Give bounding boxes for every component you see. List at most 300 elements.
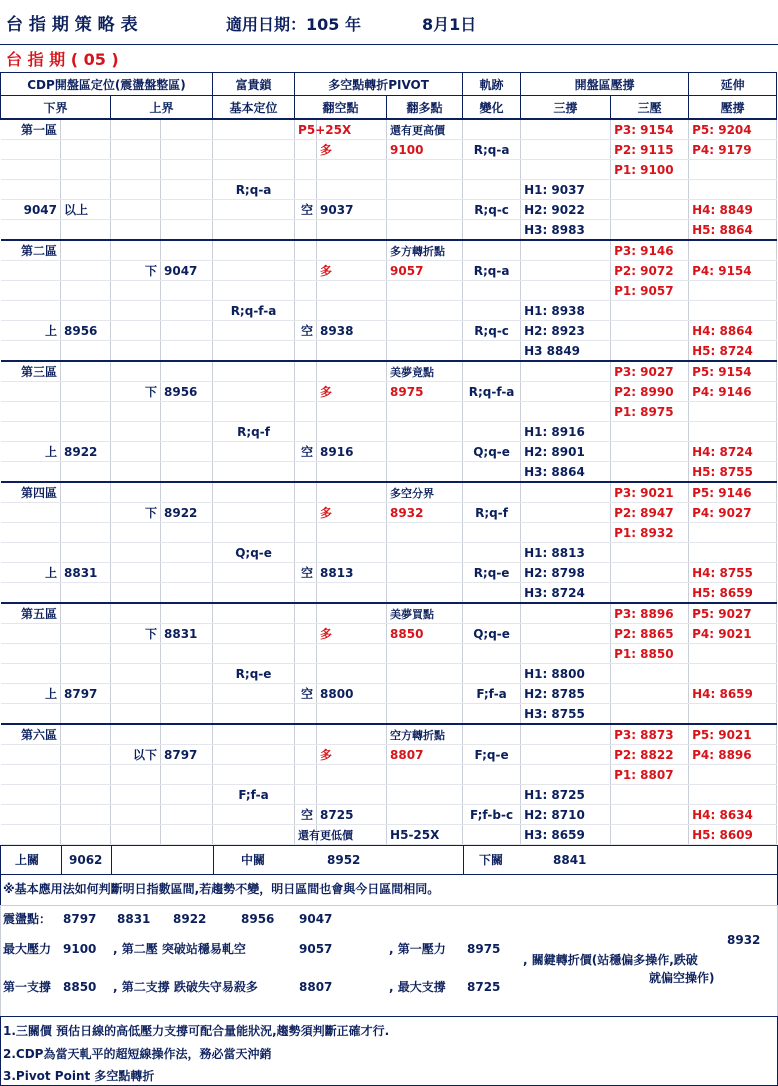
table-cell: 以上 xyxy=(61,200,111,220)
table-cell xyxy=(61,341,111,362)
table-cell: 空 xyxy=(295,684,317,704)
table-cell xyxy=(213,624,295,644)
table-cell xyxy=(213,442,295,462)
table-row xyxy=(1,321,777,341)
table-cell xyxy=(213,119,295,140)
table-cell: 多方轉折點 xyxy=(387,240,463,261)
table-cell: H5: 8724 xyxy=(689,341,777,362)
table-cell xyxy=(111,805,161,825)
table-cell xyxy=(61,765,111,785)
table-cell: H5: 8864 xyxy=(689,220,777,241)
table-cell xyxy=(161,644,213,664)
table-cell xyxy=(295,382,317,402)
table-cell xyxy=(463,785,521,805)
table-row xyxy=(1,664,777,684)
table-cell xyxy=(1,704,61,725)
table-cell: 多 xyxy=(317,624,387,644)
table-cell xyxy=(611,583,689,604)
table-cell xyxy=(1,624,61,644)
table-cell xyxy=(161,482,213,503)
table-cell xyxy=(161,684,213,704)
table-cell: P5+25X xyxy=(295,119,317,140)
gate-divider xyxy=(463,846,464,874)
table-cell xyxy=(611,704,689,725)
table-cell: 空 xyxy=(295,805,317,825)
table-cell xyxy=(295,240,317,261)
table-row xyxy=(1,402,777,422)
table-cell xyxy=(521,361,611,382)
table-cell: 多 xyxy=(317,382,387,402)
table-cell xyxy=(1,745,61,765)
table-cell: 空 xyxy=(295,321,317,341)
table-cell xyxy=(1,220,61,241)
table-cell xyxy=(1,644,61,664)
table-cell xyxy=(689,785,777,805)
table-cell xyxy=(111,664,161,684)
table-cell xyxy=(317,603,387,624)
table-cell xyxy=(295,745,317,765)
middle-gate-value: 8952 xyxy=(327,853,361,867)
table-cell xyxy=(161,805,213,825)
table-cell xyxy=(611,543,689,563)
table-cell xyxy=(611,563,689,583)
table-cell xyxy=(161,200,213,220)
first-support-value: 8850 xyxy=(63,980,97,994)
header-pressure3: 三壓 xyxy=(611,96,689,120)
header-lower: 下界 xyxy=(1,96,111,120)
table-cell: Q;q-e xyxy=(463,442,521,462)
table-cell xyxy=(611,805,689,825)
table-cell xyxy=(111,765,161,785)
table-cell xyxy=(161,825,213,845)
table-cell xyxy=(611,220,689,241)
table-cell xyxy=(61,603,111,624)
table-row xyxy=(1,563,777,583)
table-cell: R;q-a xyxy=(463,261,521,281)
table-cell: P1: 8975 xyxy=(611,402,689,422)
table-cell xyxy=(387,805,463,825)
table-cell xyxy=(213,462,295,483)
table-cell xyxy=(111,482,161,503)
table-cell xyxy=(111,422,161,442)
table-row xyxy=(1,825,777,845)
table-row xyxy=(1,745,777,765)
table-cell xyxy=(611,785,689,805)
table-cell: P2: 8990 xyxy=(611,382,689,402)
page-title: 台 指 期 策 略 表 xyxy=(6,15,138,35)
table-cell xyxy=(463,664,521,684)
table-cell xyxy=(689,523,777,543)
table-cell xyxy=(295,785,317,805)
max-pressure-value: 9100 xyxy=(63,942,97,956)
strategy-table xyxy=(0,72,777,845)
table-cell xyxy=(111,603,161,624)
table-cell xyxy=(213,140,295,160)
table-cell: 以下 xyxy=(111,745,161,765)
table-cell: P1: 9057 xyxy=(611,281,689,301)
table-cell xyxy=(611,321,689,341)
table-row xyxy=(1,684,777,704)
table-cell xyxy=(611,200,689,220)
table-cell xyxy=(611,664,689,684)
table-cell xyxy=(61,240,111,261)
table-cell xyxy=(213,684,295,704)
table-cell xyxy=(521,503,611,523)
table-cell xyxy=(521,745,611,765)
table-cell xyxy=(387,442,463,462)
zone-name: 第二區 xyxy=(1,240,61,261)
table-cell xyxy=(1,140,61,160)
table-cell xyxy=(521,482,611,503)
table-cell xyxy=(213,341,295,362)
table-cell: H3: 8659 xyxy=(521,825,611,845)
table-cell: 下 xyxy=(111,624,161,644)
table-cell xyxy=(1,462,61,483)
table-cell xyxy=(61,785,111,805)
table-cell xyxy=(61,281,111,301)
second-pressure-label: , 第二壓 突破站穩易軋空 xyxy=(113,942,246,956)
table-cell xyxy=(689,160,777,180)
table-cell: P5: 9027 xyxy=(689,603,777,624)
table-cell xyxy=(213,765,295,785)
table-cell: F;f-a xyxy=(213,785,295,805)
table-cell xyxy=(1,503,61,523)
table-cell xyxy=(387,785,463,805)
table-cell xyxy=(111,361,161,382)
header-flip-short: 翻空點 xyxy=(295,96,387,120)
table-cell xyxy=(521,261,611,281)
table-cell xyxy=(317,281,387,301)
table-cell: H2: 8901 xyxy=(521,442,611,462)
table-cell xyxy=(295,583,317,604)
header-pivot: 多空點轉折PIVOT xyxy=(295,73,463,96)
table-cell xyxy=(213,382,295,402)
table-cell xyxy=(317,341,387,362)
second-support-value: 8807 xyxy=(299,980,333,994)
middle-gate-label: 中關 xyxy=(241,853,266,867)
table-cell xyxy=(161,442,213,462)
table-cell xyxy=(161,361,213,382)
table-cell xyxy=(161,281,213,301)
table-cell xyxy=(1,543,61,563)
table-cell: R;q-c xyxy=(463,200,521,220)
header-base: 基本定位 xyxy=(213,96,295,120)
table-cell xyxy=(317,240,387,261)
table-cell xyxy=(387,321,463,341)
table-cell xyxy=(161,422,213,442)
table-cell: 8813 xyxy=(317,563,387,583)
table-row xyxy=(1,382,777,402)
table-cell xyxy=(61,422,111,442)
footnotes xyxy=(0,1016,778,1086)
table-cell xyxy=(161,240,213,261)
table-cell xyxy=(611,180,689,200)
table-cell: H3 8849 xyxy=(521,341,611,362)
table-cell xyxy=(1,523,61,543)
table-cell xyxy=(161,301,213,321)
table-cell xyxy=(521,140,611,160)
table-cell: P1: 8807 xyxy=(611,765,689,785)
table-cell xyxy=(161,180,213,200)
table-cell xyxy=(387,563,463,583)
table-cell xyxy=(463,119,521,140)
table-cell xyxy=(295,462,317,483)
table-cell: 9047 xyxy=(161,261,213,281)
table-cell xyxy=(111,321,161,341)
table-cell: P4: 9179 xyxy=(689,140,777,160)
table-cell xyxy=(521,402,611,422)
table-cell xyxy=(689,543,777,563)
max-support-value: 8725 xyxy=(467,980,501,994)
table-row xyxy=(1,462,777,483)
table-row xyxy=(1,200,777,220)
table-cell xyxy=(161,220,213,241)
table-cell xyxy=(295,603,317,624)
table-cell: H1: 8813 xyxy=(521,543,611,563)
table-cell: R;q-c xyxy=(463,321,521,341)
table-cell xyxy=(463,603,521,624)
table-cell xyxy=(61,583,111,604)
table-cell: P3: 9021 xyxy=(611,482,689,503)
table-cell xyxy=(1,402,61,422)
table-cell xyxy=(213,724,295,745)
table-cell: H4: 8659 xyxy=(689,684,777,704)
table-cell xyxy=(295,402,317,422)
key-label: , 關鍵轉折價(站穩偏多操作,跌破 xyxy=(523,953,698,967)
table-cell xyxy=(463,462,521,483)
table-cell xyxy=(111,180,161,200)
table-cell xyxy=(295,624,317,644)
table-cell xyxy=(521,724,611,745)
table-cell: 8797 xyxy=(61,684,111,704)
table-cell xyxy=(611,825,689,845)
header-support3: 三撐 xyxy=(521,96,611,120)
table-cell xyxy=(111,240,161,261)
footnote-1: 1.三關價 預估日線的高低壓力支撐可配合量能狀況,趨勢須判斷正確才行. xyxy=(3,1024,390,1038)
table-cell xyxy=(463,240,521,261)
max-support-label: , 最大支撐 xyxy=(389,980,446,994)
table-cell xyxy=(387,422,463,442)
table-cell xyxy=(295,644,317,664)
table-cell xyxy=(689,765,777,785)
table-cell xyxy=(387,644,463,664)
second-support-label: , 第二支撐 跌破失守易殺多 xyxy=(113,980,258,994)
table-cell xyxy=(521,160,611,180)
table-cell xyxy=(295,160,317,180)
table-cell xyxy=(1,281,61,301)
table-cell xyxy=(1,805,61,825)
table-cell xyxy=(61,402,111,422)
table-cell: Q;q-e xyxy=(463,624,521,644)
table-cell xyxy=(463,482,521,503)
table-cell xyxy=(317,785,387,805)
table-cell xyxy=(611,462,689,483)
table-cell xyxy=(463,281,521,301)
table-cell xyxy=(111,462,161,483)
gate-divider xyxy=(61,846,62,874)
shock-value-5: 9047 xyxy=(299,912,333,926)
table-cell xyxy=(111,140,161,160)
table-cell xyxy=(61,462,111,483)
table-cell xyxy=(463,724,521,745)
table-cell: P3: 8873 xyxy=(611,724,689,745)
table-cell xyxy=(295,220,317,241)
table-cell xyxy=(61,664,111,684)
table-cell xyxy=(521,523,611,543)
table-cell xyxy=(295,724,317,745)
table-cell xyxy=(61,180,111,200)
table-row xyxy=(1,281,777,301)
table-cell xyxy=(387,402,463,422)
table-cell xyxy=(689,422,777,442)
table-row xyxy=(1,785,777,805)
table-cell xyxy=(61,745,111,765)
table-cell: 8916 xyxy=(317,442,387,462)
table-cell xyxy=(611,301,689,321)
table-row xyxy=(1,341,777,362)
table-cell xyxy=(1,341,61,362)
date-value: 8月1日 xyxy=(422,15,477,34)
table-cell xyxy=(61,724,111,745)
table-row xyxy=(1,765,777,785)
table-cell xyxy=(387,664,463,684)
shock-label: 震盪點： xyxy=(3,912,52,926)
table-cell xyxy=(317,462,387,483)
table-cell: P2: 9072 xyxy=(611,261,689,281)
table-cell xyxy=(1,160,61,180)
table-cell xyxy=(213,220,295,241)
table-cell xyxy=(61,140,111,160)
table-cell xyxy=(689,704,777,725)
table-cell: P1: 8850 xyxy=(611,644,689,664)
page-header xyxy=(0,0,778,44)
gate-divider xyxy=(213,846,214,874)
table-cell: H1: 8916 xyxy=(521,422,611,442)
table-cell xyxy=(213,805,295,825)
table-cell: P4: 9154 xyxy=(689,261,777,281)
table-cell xyxy=(295,180,317,200)
table-cell xyxy=(111,684,161,704)
table-cell: R;q-f xyxy=(463,503,521,523)
first-pressure-label: , 第一壓力 xyxy=(389,942,446,956)
table-cell: P1: 9100 xyxy=(611,160,689,180)
table-cell xyxy=(213,503,295,523)
table-cell: 還有更低價 xyxy=(295,825,317,845)
table-cell xyxy=(295,543,317,563)
table-cell xyxy=(111,785,161,805)
table-cell xyxy=(463,523,521,543)
table-cell xyxy=(317,482,387,503)
pivot-block xyxy=(0,905,778,1017)
table-cell: 下 xyxy=(111,382,161,402)
table-row xyxy=(1,160,777,180)
table-cell: F;f-a xyxy=(463,684,521,704)
header-lock: 富貴鎖 xyxy=(213,73,295,96)
table-cell: R;q-f xyxy=(213,422,295,442)
table-cell: R;q-f-a xyxy=(213,301,295,321)
table-cell xyxy=(689,240,777,261)
table-cell xyxy=(61,382,111,402)
table-cell: 8922 xyxy=(61,442,111,462)
table-cell xyxy=(521,382,611,402)
table-cell xyxy=(317,543,387,563)
table-cell xyxy=(1,422,61,442)
table-cell xyxy=(611,341,689,362)
zone-name: 第一區 xyxy=(1,119,61,140)
table-cell xyxy=(1,583,61,604)
table-cell xyxy=(161,402,213,422)
table-cell xyxy=(295,341,317,362)
table-cell xyxy=(1,785,61,805)
table-row xyxy=(1,140,777,160)
header-flip-long: 翻多點 xyxy=(387,96,463,120)
table-cell xyxy=(61,644,111,664)
table-cell xyxy=(295,503,317,523)
table-cell: R;q-a xyxy=(213,180,295,200)
second-pressure-value: 9057 xyxy=(299,942,333,956)
gates-row xyxy=(0,845,778,875)
table-cell: 8922 xyxy=(161,503,213,523)
table-cell: H5: 8755 xyxy=(689,462,777,483)
table-cell: P4: 9021 xyxy=(689,624,777,644)
table-cell xyxy=(111,119,161,140)
table-cell: P3: 9027 xyxy=(611,361,689,382)
table-cell xyxy=(689,301,777,321)
table-cell xyxy=(161,160,213,180)
table-cell xyxy=(317,361,387,382)
table-cell xyxy=(317,664,387,684)
table-cell xyxy=(1,180,61,200)
table-cell: 8831 xyxy=(61,563,111,583)
header-change: 變化 xyxy=(463,96,521,120)
table-cell: P5: 9146 xyxy=(689,482,777,503)
table-cell xyxy=(387,462,463,483)
table-cell xyxy=(317,765,387,785)
table-cell xyxy=(213,402,295,422)
table-cell xyxy=(317,301,387,321)
table-cell xyxy=(295,523,317,543)
shock-value-2: 8831 xyxy=(117,912,151,926)
table-row xyxy=(1,240,777,261)
table-cell xyxy=(387,220,463,241)
table-cell xyxy=(161,341,213,362)
table-cell: P4: 9146 xyxy=(689,382,777,402)
table-cell xyxy=(161,765,213,785)
table-row xyxy=(1,523,777,543)
table-cell xyxy=(161,563,213,583)
table-cell xyxy=(387,583,463,604)
table-cell: 空方轉折點 xyxy=(387,724,463,745)
table-cell xyxy=(317,422,387,442)
table-cell xyxy=(295,261,317,281)
table-cell xyxy=(611,442,689,462)
table-cell xyxy=(295,765,317,785)
table-cell xyxy=(463,361,521,382)
table-cell xyxy=(463,825,521,845)
table-cell xyxy=(387,180,463,200)
zone-name: 第六區 xyxy=(1,724,61,745)
table-cell: F;f-b-c xyxy=(463,805,521,825)
table-cell xyxy=(161,664,213,684)
table-cell xyxy=(295,140,317,160)
table-cell: H5: 8609 xyxy=(689,825,777,845)
table-cell xyxy=(611,684,689,704)
table-row xyxy=(1,180,777,200)
upper-gate-label: 上關 xyxy=(15,853,40,867)
table-cell xyxy=(111,200,161,220)
table-cell xyxy=(611,422,689,442)
table-cell: 下 xyxy=(111,503,161,523)
